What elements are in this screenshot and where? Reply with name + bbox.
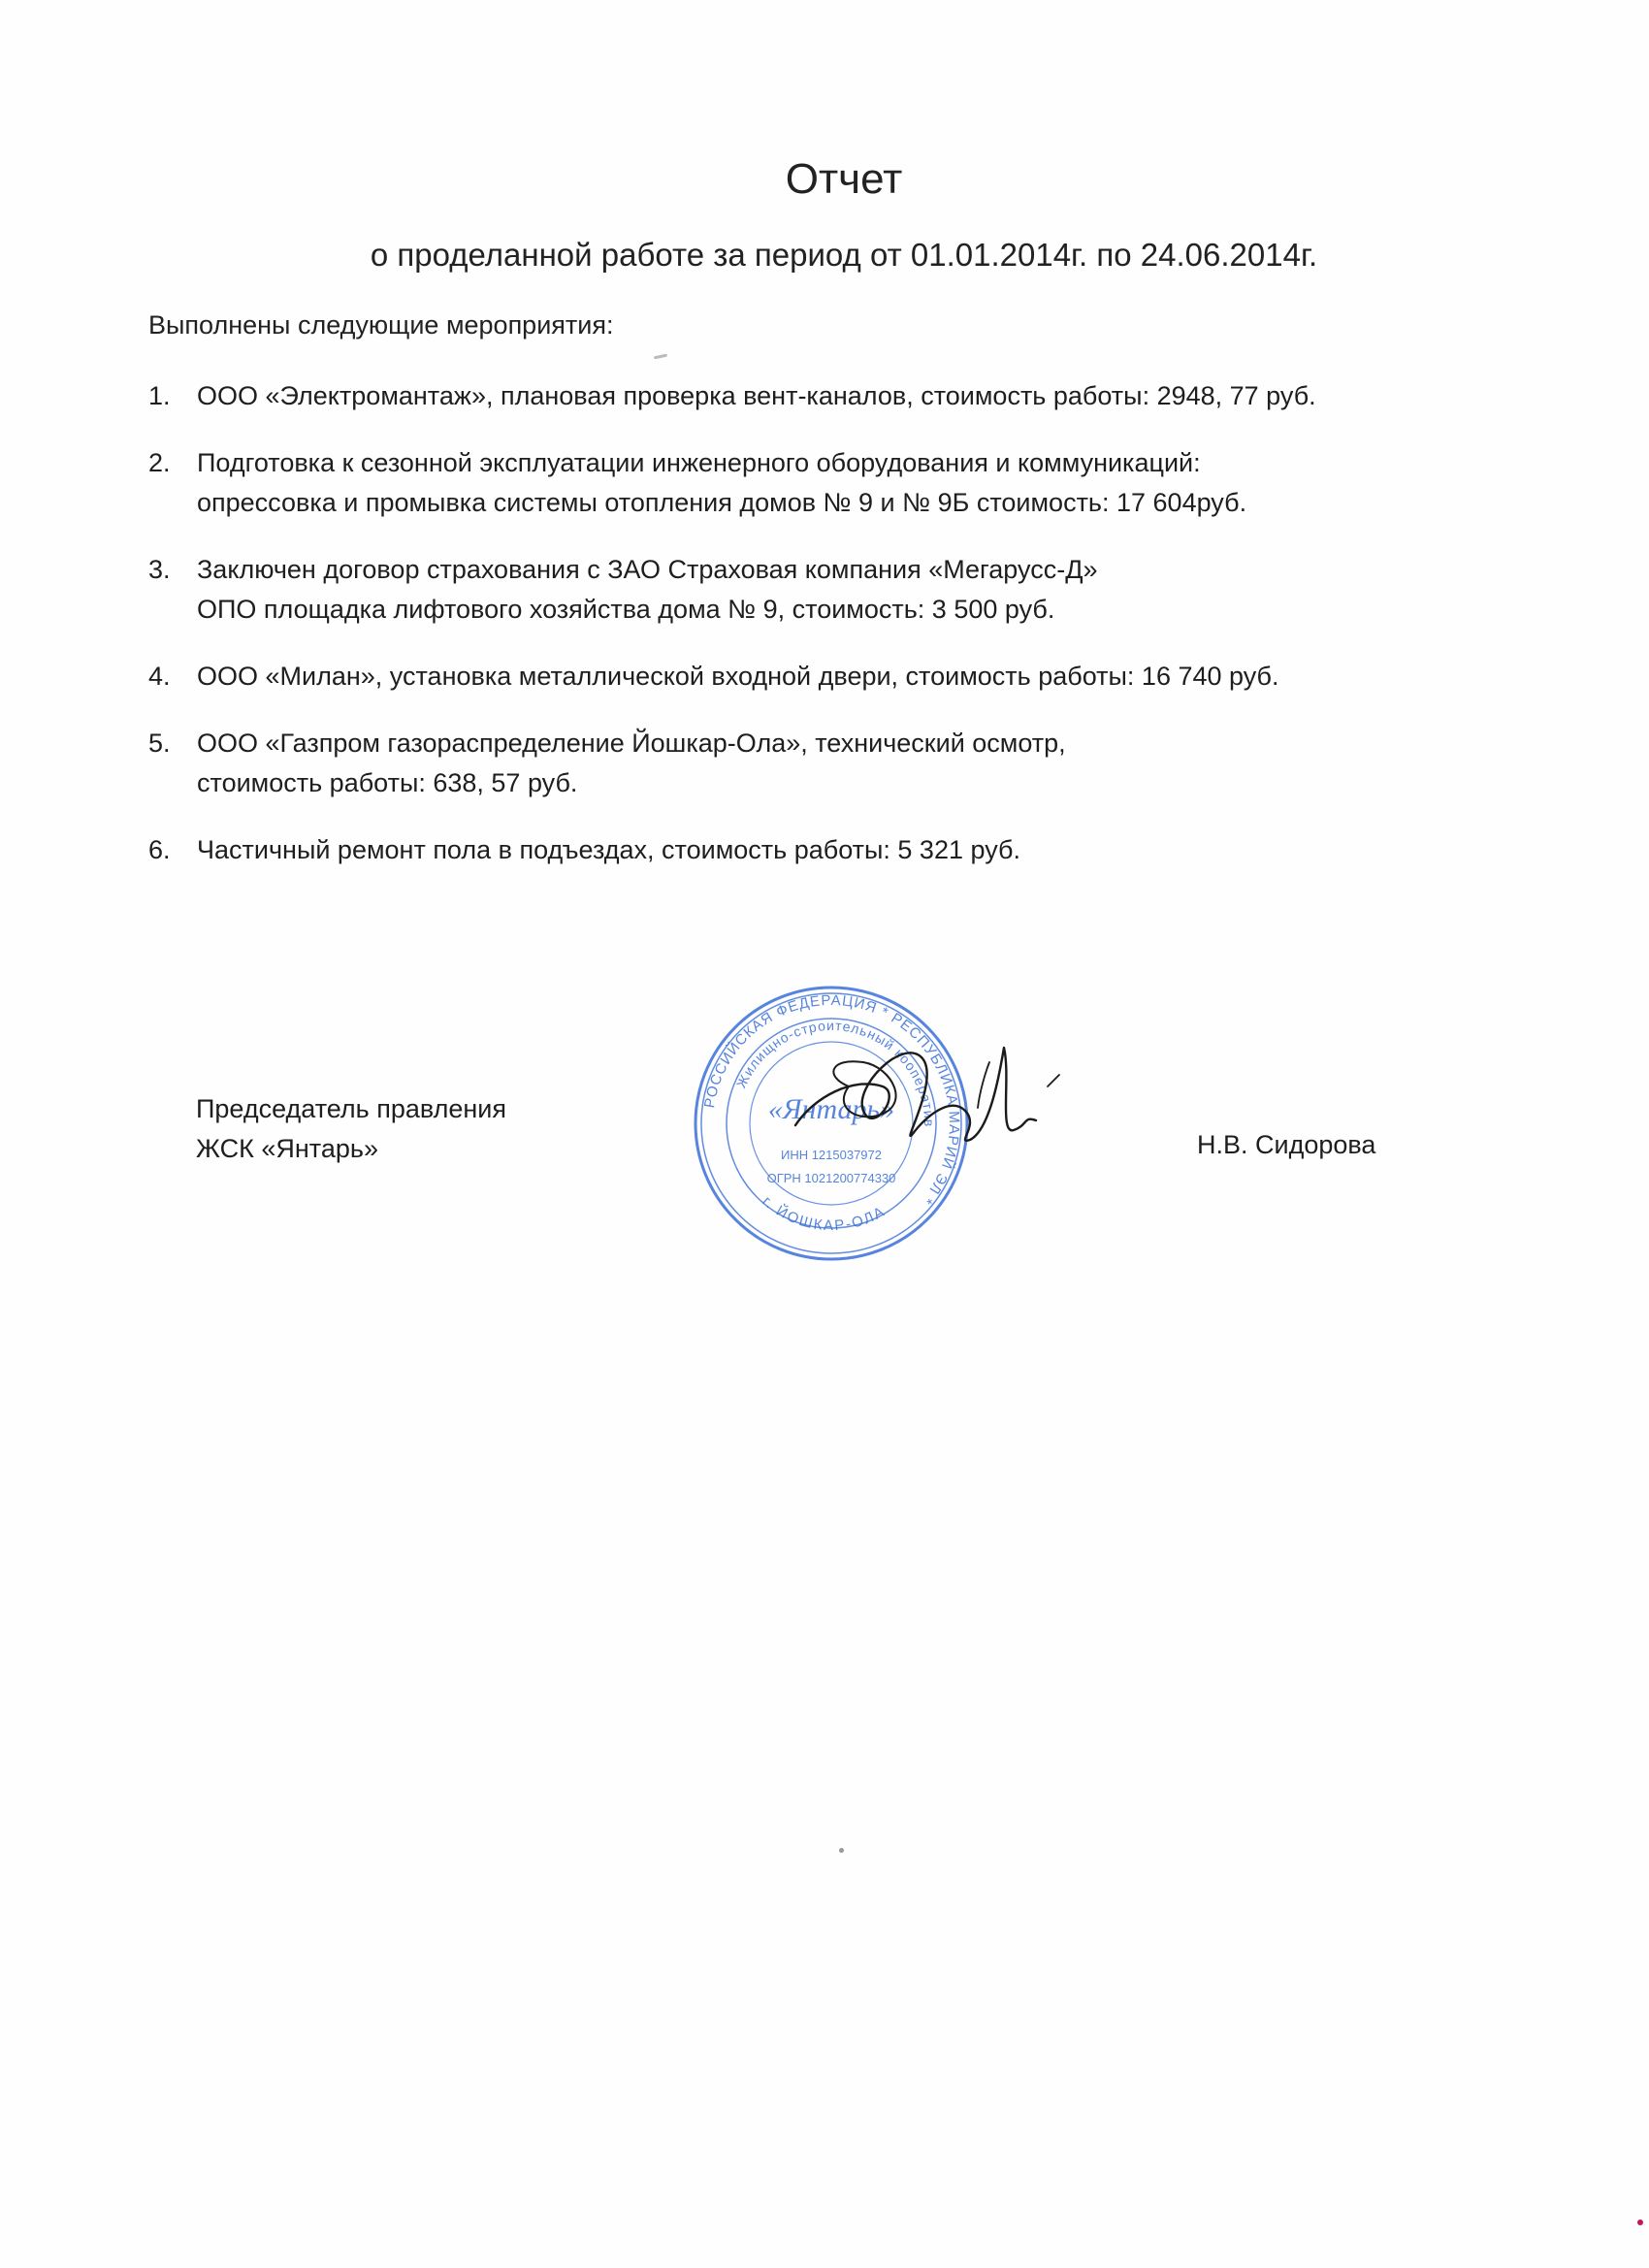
work-items-list (148, 376, 1526, 897)
signatory-role-line: Председатель правления (196, 1094, 506, 1123)
signatory-role (196, 1089, 506, 1169)
document-title: Отчет (785, 155, 903, 203)
list-item (148, 376, 1526, 416)
item-text: стоимость работы: 638, 57 руб. (197, 768, 578, 797)
item-number: 1. (148, 381, 171, 410)
item-number: 3. (148, 555, 171, 584)
list-item (148, 550, 1526, 630)
item-text: Заключен договор страхования с ЗАО Страховая компания «Мегарусс-Д» (197, 555, 1098, 584)
item-number: 4. (148, 662, 171, 691)
svg-text:г. ЙОШКАР-ОЛА (759, 1193, 889, 1234)
stamp-ogrn: ОГРН 1021200774330 (766, 1171, 896, 1185)
stamp-city-text: г. ЙОШКАР-ОЛА (759, 1192, 889, 1235)
item-text: Частичный ремонт пола в подъездах, стоимость работы: 5 321 руб. (197, 835, 1020, 864)
item-text: опрессовка и промывка системы отопления домов № 9 и № 9Б стоимость: 17 604руб. (197, 488, 1247, 517)
signatory-org-line: ЖСК «Янтарь» (196, 1134, 378, 1163)
item-text: ООО «Газпром газораспределение Йошкар-Ола», технический осмотр, (197, 729, 1066, 758)
list-item (148, 657, 1526, 697)
list-item (148, 830, 1526, 870)
stamp-inn: ИНН 1215037972 (780, 1148, 883, 1162)
item-number: 5. (148, 729, 171, 758)
list-item (148, 724, 1526, 803)
scan-artifact (839, 1848, 844, 1853)
intro-text: Выполнены следующие мероприятия: (148, 310, 614, 340)
scan-artifact (1637, 2219, 1643, 2225)
stamp-center-text: «Янтарь» (767, 1093, 895, 1125)
item-text: Подготовка к сезонной эксплуатации инженерного оборудования и коммуникаций: (197, 448, 1201, 477)
handwritten-signature (757, 1019, 1077, 1174)
stamp-inner-text: Жилищно-строительный кооператив (732, 1017, 938, 1128)
signatory-name: Н.В. Сидорова (1197, 1130, 1376, 1159)
item-text: ООО «Электромантаж», плановая проверка вент-каналов, стоимость работы: 2948, 77 руб. (197, 381, 1316, 410)
item-text: ОПО площадка лифтового хозяйства дома № 9, стоимость: 3 500 руб. (197, 595, 1055, 624)
item-number: 2. (148, 448, 171, 477)
stamp-outer-text: РОССИЙСКАЯ ФЕДЕРАЦИЯ * РЕСПУБЛИКА МАРИЙ ЭЛ * (701, 991, 963, 1209)
document-subtitle: о проделанной работе за период от 01.01.2014г. по 24.06.2014г. (370, 237, 1318, 273)
item-text: ООО «Милан», установка металлической входной двери, стоимость работы: 16 740 руб. (197, 662, 1279, 691)
list-item (148, 443, 1526, 523)
item-number: 6. (148, 835, 171, 864)
scan-artifact (654, 354, 667, 360)
